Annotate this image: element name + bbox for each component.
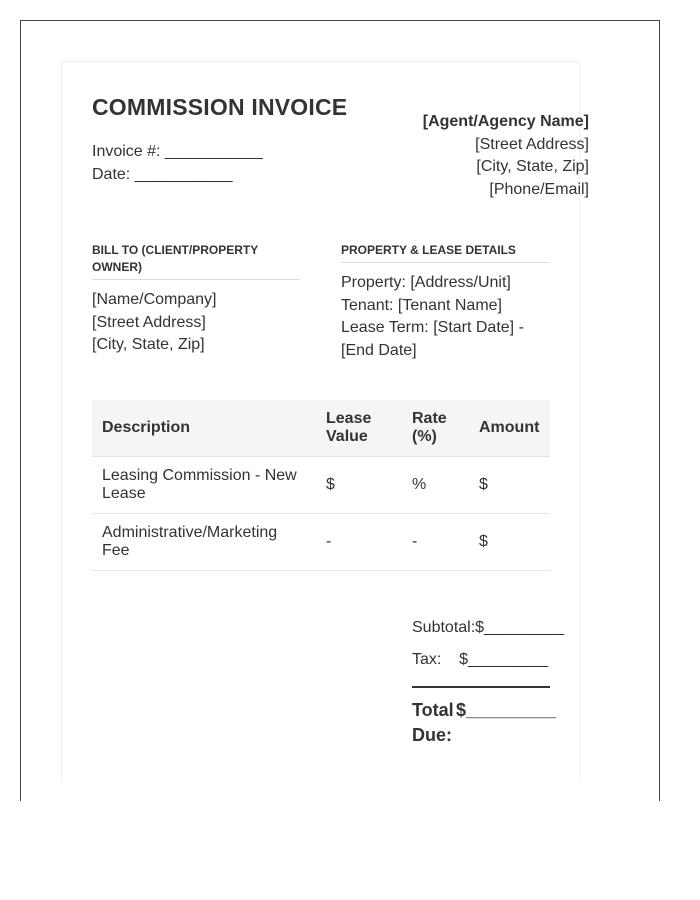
bill-to-section — [92, 242, 300, 357]
agent-info — [423, 111, 589, 201]
subtotal-line: Subtotal:$_________ — [412, 619, 565, 636]
line-items-table — [92, 400, 550, 571]
invoice-title: COMMISSION INVOICE — [92, 94, 348, 120]
row-lease-value: $ — [316, 457, 402, 514]
row-amount: $ — [469, 514, 550, 571]
bill-to-city-state-zip: [City, State, Zip] — [92, 336, 205, 353]
row-rate: % — [402, 457, 469, 514]
bill-to-heading: BILL TO (CLIENT/PROPERTY OWNER) — [92, 242, 300, 280]
agent-city-state-zip: [City, State, Zip] — [476, 158, 589, 175]
row-lease-value: - — [316, 514, 402, 571]
table-row — [92, 457, 550, 514]
total-due-label: Total Due: — [412, 700, 454, 745]
column-header-rate: Rate (%) — [402, 400, 469, 457]
bill-to-name: [Name/Company] — [92, 291, 217, 308]
row-rate: - — [402, 514, 469, 571]
row-amount: $ — [469, 457, 550, 514]
row-description: Administrative/Marketing Fee — [92, 514, 316, 571]
total-due-value: $_________ — [456, 700, 557, 720]
invoice-number-field: Invoice #: ___________ — [92, 143, 263, 160]
agent-contact: [Phone/Email] — [489, 180, 589, 198]
property-heading: PROPERTY & LEASE DETAILS — [341, 242, 550, 263]
bill-to-street: [Street Address] — [92, 313, 206, 331]
table-header-row — [92, 400, 550, 457]
table-row — [92, 514, 550, 571]
tenant-name: Tenant: [Tenant Name] — [341, 296, 502, 314]
invoice-date-field: Date: ___________ — [92, 166, 233, 183]
totals-divider — [412, 686, 550, 688]
column-header-amount: Amount — [469, 400, 550, 457]
agent-name: [Agent/Agency Name] — [422, 113, 589, 130]
tax-line: Tax: $_________ — [412, 651, 549, 668]
lease-term: Lease Term: [Start Date] - [End Date] — [341, 319, 524, 359]
agent-street: [Street Address] — [475, 135, 589, 153]
column-header-description: Description — [92, 400, 316, 457]
column-header-lease-value: Lease Value — [316, 400, 402, 457]
property-section — [341, 242, 550, 362]
property-address: Property: [Address/Unit] — [341, 274, 511, 291]
row-description: Leasing Commission - New Lease — [92, 457, 316, 514]
